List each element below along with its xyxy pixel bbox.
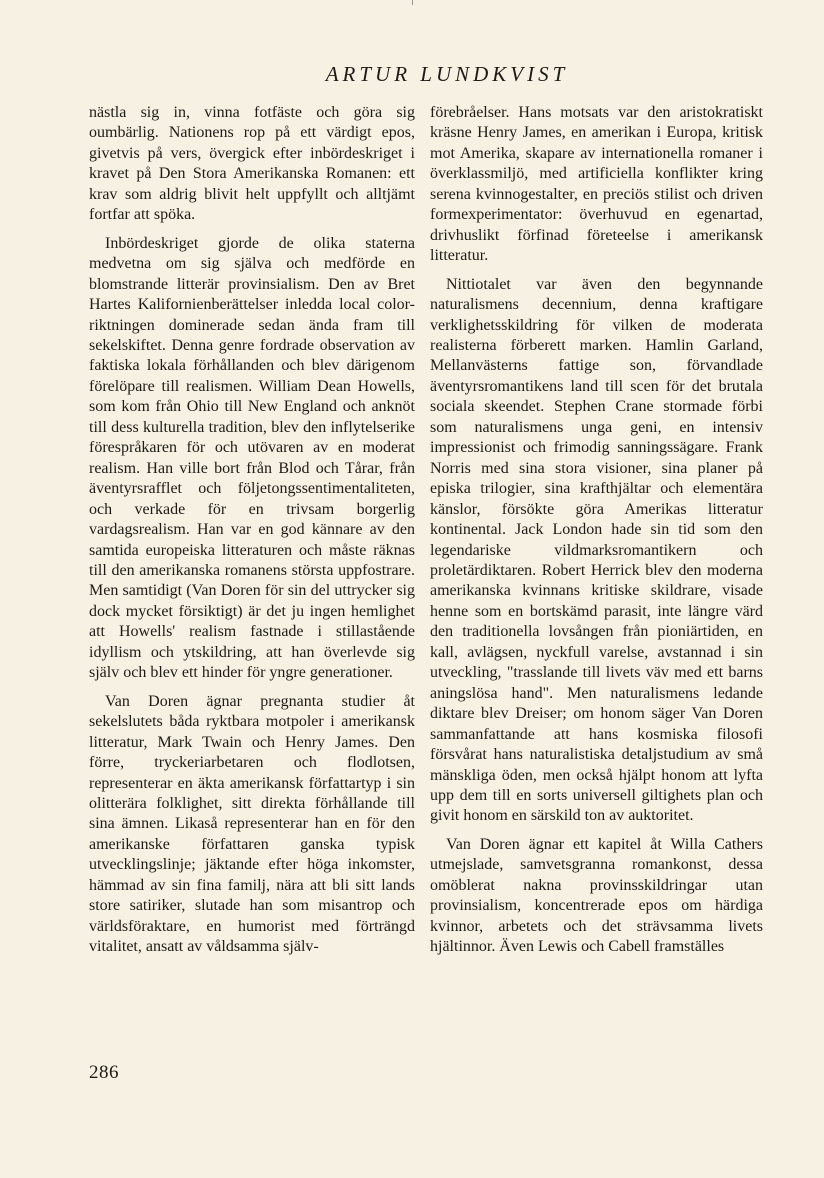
left-paragraph-2: Inbördeskriget gjorde de olika staterna medvetna om sig själva och medförde en blomstrande litterär provinsialism. Den av Bret Hartes Kalifornienberättelser inledda local color-riktningen dominerade sedan ända fram till sekelskiftet. Denna genre fordrade observation av faktiska lokala förhållanden och blev därigenom förelöpare till realismen. William Dean Howells, som kom från Ohio till New England och anknöt till dess kulturella tradition, blev den inflytelserike förespråkaren för och utövaren av en moderat realism. Han ville bort från Blod och Tårar, från äventyrsrafflet och följetongssentimentaliteten, och verkade för en trivsam borgerlig vardagsrealism. Han var en god kännare av den samtida europeiska litteraturen och måste räknas till den amerikanska romanens största uppfostrare. Men samtidigt (Van Doren för sin del uttrycker sig dock mycket försiktigt) är det ju ingen hemlighet att Howells' realism fastnade i stillastående idyllism och ytskildring, att han överlevde sig själv och blev ett hinder för yngre generationer.: [89, 234, 415, 682]
right-paragraph-1: förebråelser. Hans motsats var den aristokratiskt kräsne Henry James, en amerikan i Europa, kritisk mot Amerika, skapare av internationella romaner i överklassmiljö, med artificiella konflikter kring serena kvinnogestalter, en preciös stilist och driven formexperimentator: överhuvud en egenartad, drivhuslikt förfinad företeelse i amerikansk litteratur.: [430, 104, 763, 265]
page-number: 286: [89, 1062, 119, 1083]
running-header: ARTUR LUNDKVIST: [325, 62, 569, 86]
right-paragraph-3: Van Doren ägnar ett kapitel åt Willa Cathers utmejslade, samvetsgranna romankonst, dessa omöblerat nakna provinsskildringar utan provinsialism, koncentrerade epos om härdiga kvinnor, arbetets och det strävsamma livets hjältinnor. Även Lewis och Cabell framställes: [430, 835, 763, 956]
left-paragraph-3: Van Doren ägnar pregnanta studier åt sekelslutets båda ryktbara motpoler i amerikansk litteratur, Mark Twain och Henry James. Den förre, tryckeriarbetaren och flodlotsen, representerar en äkta amerikansk författartyp i sin olitterära folklighet, sitt direkta förhållande till sina ämnen. Likaså representerar han en för den amerikanske författaren ganska typisk utvecklingslinje; jäktande efter höga inkomster, hämmad av sin fina familj, nära att bli sitt lands store satiriker, slutade han som misantrop och världsföraktare, en humorist med förträngd vitalitet, ansatt av våldsamma själv-: [89, 692, 415, 956]
right-text-column: [430, 103, 763, 958]
left-paragraph-1: nästla sig in, vinna fotfäste och göra sig oumbärlig. Nationens rop på ett värdigt epos, givetvis på vers, övergick efter inbördeskriget i kravet på Den Stora Amerikanska Romanen: ett krav som aldrig blivit helt uppfyllt och alltjämt fortfar att spöka.: [89, 104, 415, 224]
left-text-column: [89, 103, 415, 958]
page-crop-mark: [412, 0, 413, 5]
right-paragraph-2: Nittiotalet var även den begynnande naturalismens decennium, denna kraftigare verklighetsskildring för vilken de moderata realisterna förberett marken. Hamlin Garland, Mellanvästerns fattige son, förvandlade äventyrsromantikens land till scen för det brutala sociala skeendet. Stephen Crane stormade förbi som naturalismens unga geni, en intensiv impressionist och frimodig sanningssägare. Frank Norris med sina stora visioner, sina planer på episka trilogier, sina krafthjältar och elementära känslor, försökte göra Amerikas litteratur kontinental. Jack London hade sin tid som den legendariske vildmarksromantikern och proletärdiktaren. Robert Herrick blev den moderna amerikanska kvinnans kritiske skildrare, visade henne som en bortskämd parasit, inte längre värd den traditionella lovsången från pioniärtiden, en kall, avlägsen, nyckfull varelse, avstannad i sin utveckling, "trasslande till livets väv med ett barns aningslösa hand". Men naturalismens ledande diktare blev Dreiser; om honom säger Van Doren sammanfattande att hans kosmiska filosofi försvårat hans naturalistiska detaljstudium av små mänskliga öden, men också hjälpt honom att lyfta upp dem till en sorts universell giltighets plan och givit honom en särskild ton av auktoritet.: [430, 275, 763, 825]
